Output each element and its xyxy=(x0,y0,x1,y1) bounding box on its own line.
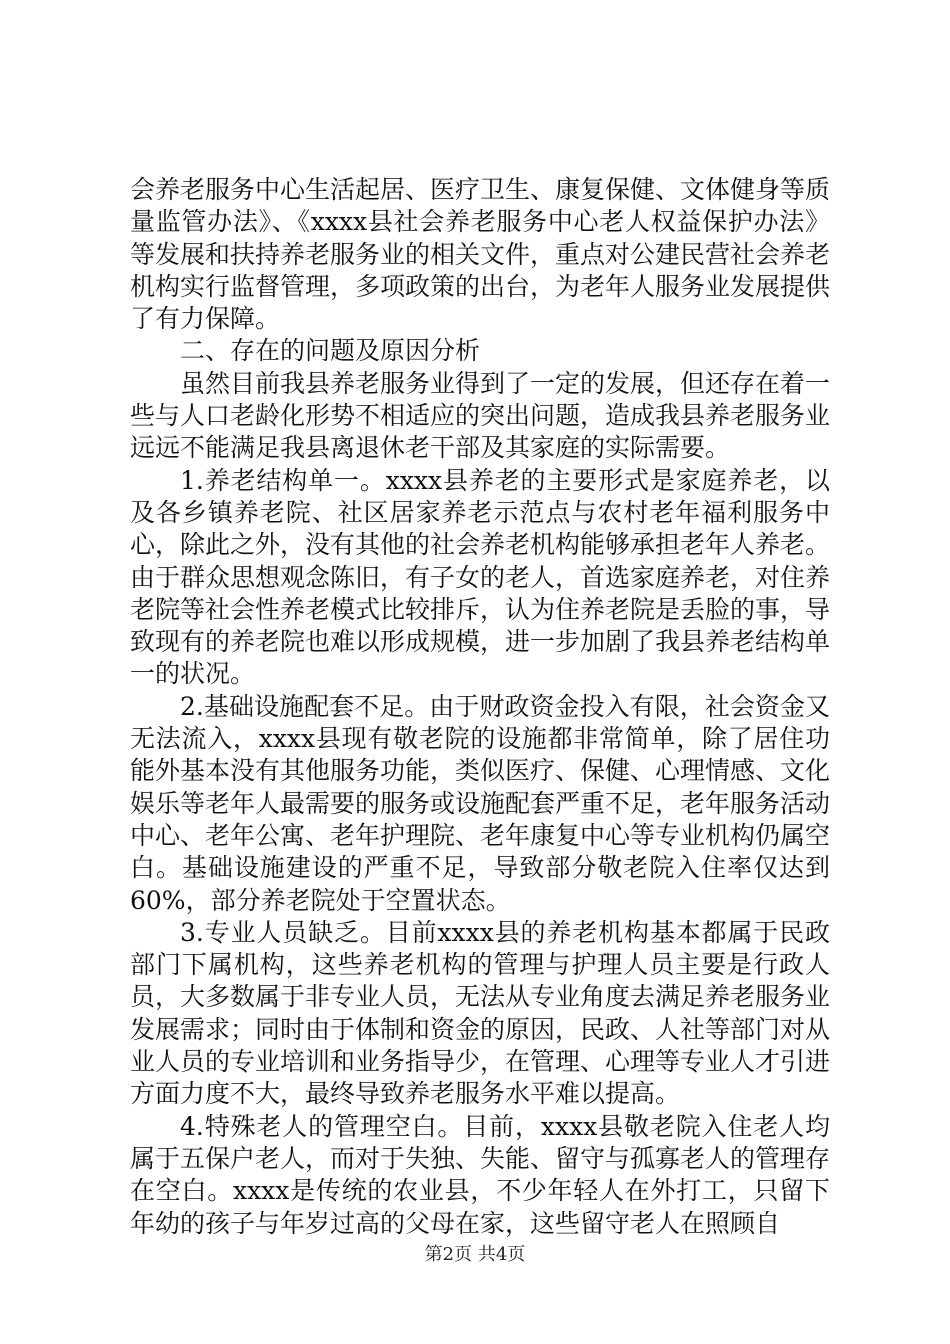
paragraph-item-4: 4.特殊老人的管理空白。目前，xxxx县敬老院入住老人均属于五保户老人，而对于失独、失能、留守与孤寡老人的管理存在空白。xxxx是传统的农业县，不少年轻人在外打工，只留下年幼的孩子与年岁过高的父母在家，这些留守老人在照顾自 xyxy=(130,1111,831,1238)
paragraph-item-2: 2.基础设施配套不足。由于财政资金投入有限，社会资金又无法流入，xxxx县现有敬老院的设施都非常简单，除了居住功能外基本没有其他服务功能，类似医疗、保健、心理情感、文化娱乐等老年人最需要的服务或设施配套严重不足，老年服务活动中心、老年公寓、老年护理院、老年康复中心等专业机构仍属空白。基础设施建设的严重不足，导致部分敬老院入住率仅达到60%，部分养老院处于空置状态。 xyxy=(130,691,831,915)
paragraph-item-1: 1.养老结构单一。xxxx县养老的主要形式是家庭养老，以及各乡镇养老院、社区居家养老示范点与农村老年福利服务中心，除此之外，没有其他的社会养老机构能够承担老年人养老。由于群众思想观念陈旧，有子女的老人，首选家庭养老，对住养老院等社会性养老模式比较排斥，认为住养老院是丢脸的事，导致现有的养老院也难以形成规模，进一步加剧了我县养老结构单一的状况。 xyxy=(130,465,831,689)
document-body xyxy=(130,174,830,1240)
page-footer: 第2页 共4页 xyxy=(424,1244,526,1265)
paragraph-item-3: 3.专业人员缺乏。目前xxxx县的养老机构基本都属于民政部门下属机构，这些养老机构的管理与护理人员主要是行政人员，大多数属于非专业人员，无法从专业角度去满足养老服务业发展需求；同时由于体制和资金的原因，民政、人社等部门对从业人员的专业培训和业务指导少，在管理、心理等专业人才引进方面力度不大，最终导致养老服务水平难以提高。 xyxy=(130,917,831,1109)
paragraph-intro: 虽然目前我县养老服务业得到了一定的发展，但还存在着一些与人口老龄化形势不相适应的突出问题，造成我县养老服务业远远不能满足我县离退休老干部及其家庭的实际需要。 xyxy=(130,368,831,463)
section-heading: 二、存在的问题及原因分析 xyxy=(180,336,481,366)
paragraph-continuation: 会养老服务中心生活起居、医疗卫生、康复保健、文体健身等质量监管办法》、《xxxx县社会养老服务中心老人权益保护办法》等发展和扶持养老服务业的相关文件，重点对公建民营社会养老机构实行监督管理，多项政策的出台，为老年人服务业发展提供了有力保障。 xyxy=(130,175,831,334)
